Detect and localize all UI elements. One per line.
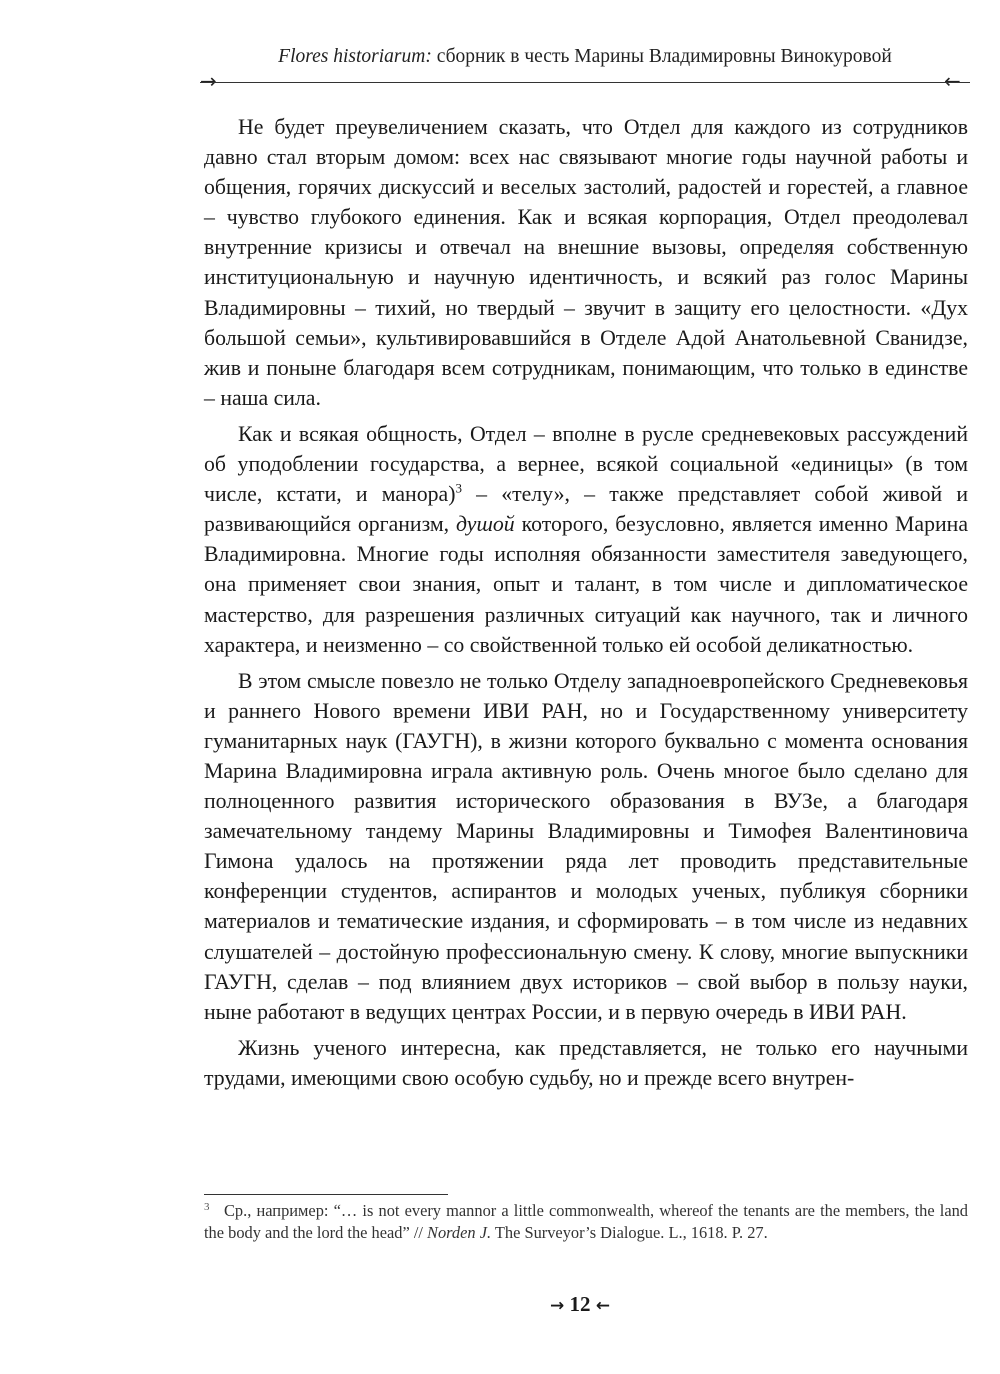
text-run: которого, безусловно, является именно Марина Владимировна. Многие годы исполняя обязанности заместителя заведующего, она применяет свои знания, опыт и талант, в том числе и дипломатическое мастерство, для разрешения различных ситуаций как научного, так и личного характера, и неизменно – со свойственной только ей особой деликатностью. <box>204 512 968 657</box>
paragraph <box>204 419 968 660</box>
header-right-arrow-icon: ← <box>944 69 961 93</box>
running-header <box>200 46 970 68</box>
text-run: Как и всякая общность, Отдел – вполне в русле средневековых рассуждений об уподоблении государства, а вернее, всякой социальной «единицы» (в том числе, кстати, и манора) <box>204 421 968 507</box>
text-run: Не будет преувеличением сказать, что Отдел для каждого из сотрудников давно стал вторым домом: всех нас связывают многие годы научной работы и общения, горячих дискуссий и веселых застолий, радостей и горестей, а главное – чувство глубокого единения. Как и всякая корпорация, Отдел преодолевал внутренние кризисы и отвечал на внешние вызовы, определяя собственную институциональную и научную идентичность, и всякий раз голос Марины Владимировны – тихий, но твердый – звучит в защиту его целостности. «Дух большой семьи», культивировавшийся в Отделе Адой Анатольевной Сванидзе, жив и поныне благодаря всем сотрудникам, понимающим, что только в единстве – наша сила. <box>204 115 968 410</box>
text-run: Жизнь ученого интересна, как представляется, не только его научными трудами, имеющими свою особую судьбу, но и прежде всего внутрен- <box>204 1035 968 1090</box>
header-rule <box>200 82 970 83</box>
paragraph <box>204 1033 968 1093</box>
page-number-value: 12 <box>569 1292 591 1316</box>
page-number <box>530 1292 630 1317</box>
main-text <box>204 112 968 1099</box>
footnote-author: Norden J. <box>427 1223 492 1242</box>
header-left-arrow-icon: → <box>200 69 217 93</box>
paragraph <box>204 666 968 1027</box>
header-title-italic: Flores historiarum: <box>278 46 432 67</box>
paragraph <box>204 112 968 413</box>
footnote-separator <box>204 1194 448 1195</box>
page-left-arrow-icon: → <box>550 1296 565 1316</box>
footnote-text-before: Ср., например: “… is not every mannor a little commonwealth, whereof the tenants are the members, the land the body and the lord the head” // <box>204 1201 968 1242</box>
page-right-arrow-icon: ← <box>595 1296 610 1316</box>
footnote-mark: 3 <box>204 1201 210 1213</box>
header-title-rest: сборник в честь Марины Владимировны Винокуровой <box>431 46 892 67</box>
text-run: – «телу», – также представляет собой живой и развивающийся организм, <box>204 482 968 537</box>
footnote-text-after: The Surveyor’s Dialogue. L., 1618. P. 27. <box>491 1223 768 1242</box>
emphasis: душой <box>456 512 515 537</box>
footnote-ref: 3 <box>455 480 462 496</box>
text-run: В этом смысле повезло не только Отделу западноевропейского Средневековья и раннего Нового времени ИВИ РАН, но и Государственному университету гуманитарных наук (ГАУГН), в жизни которого буквально с момента основания Марина Владимировна играла активную роль. Очень многое было сделано для полноценного развития исторического образования в ВУЗе, а благодаря замечательному тандему Марины Владимировны и Тимофея Валентиновича Гимона удалось на протяжении ряда лет проводить представительные конференции студентов, аспирантов и молодых ученых, публикуя сборники материалов и тематические издания, и сформировать – в том числе из недавних слушателей – достойную профессиональную смену. К слову, многие выпускники ГАУГН, сделав – под влиянием двух историков – свой выбор в пользу науки, ныне работают в ведущих центрах России, и в первую очередь в ИВИ РАН. <box>204 668 968 1024</box>
footnote <box>204 1200 968 1244</box>
